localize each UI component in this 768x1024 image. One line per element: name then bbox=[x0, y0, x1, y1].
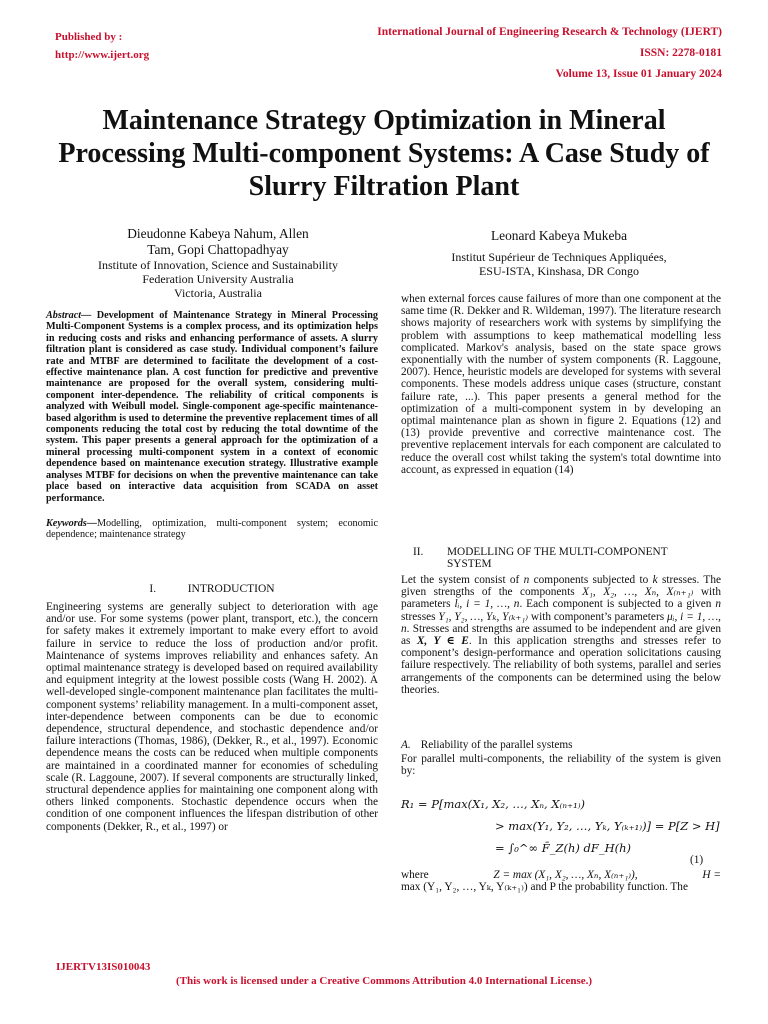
text-run: components subjected to bbox=[529, 574, 653, 586]
where-z-definition: Z = max (X₁, X₂, …, Xₙ, X₍ₙ₊₁₎), bbox=[493, 869, 638, 881]
paper-id: IJERTV13IS010043 bbox=[56, 961, 151, 973]
parallel-systems-text: For parallel multi-components, the reliability of the system is given by: bbox=[401, 753, 721, 778]
where-h-label: H = bbox=[702, 869, 721, 881]
published-by-label: Published by : bbox=[55, 31, 123, 43]
affiliation-left-1: Institute of Innovation, Science and Sustainability bbox=[98, 258, 338, 272]
abstract-paragraph bbox=[46, 310, 378, 504]
journal-issn: ISSN: 2278-0181 bbox=[639, 47, 722, 59]
journal-name: International Journal of Engineering Research & Technology (IJERT) bbox=[377, 26, 722, 38]
section-heading-modelling bbox=[401, 546, 721, 570]
authors-left-block bbox=[48, 226, 388, 300]
where-continued: max (Y₁, Y₂, …, Yₖ, Y₍ₖ₊₁₎) and P the probability function. The bbox=[401, 881, 688, 894]
text-run: . In this application strengths and stresses refer to component’s design-performance and operation solicitations causing failure respectively. The reliability of both systems, parallel and series arrangements of the components can be determined using the below theories. bbox=[401, 635, 721, 696]
section-number: II. bbox=[413, 546, 424, 558]
introduction-text: Engineering systems are generally subject to deterioration with age and/or use. For some systems (power plant, transport, etc.), the concern for safety makes it extremely important to make every effort to avoid failure in service to reduce the loss of production and/or profit. Maintenance of systems improves reliability and enhances safety. An optimal maintenance strategy is developed based on required availability and equipment integrity at the lowest possible costs (Wang H. 2002). A well-developed single-component maintenance plan facilitates the multi-component systems’ reliability management. In a multi-component asset, inter-dependence between components can be due to economic dependence, structural dependence, and stochastic dependence and/or failure interactions (Thomas, 1986), (Dekker, R., et al., 1997). Economic dependence means the costs can be reduced when multiple components are maintained in a coordinated manner for economies of scheduling scale (R. Laggoune, 2007). If several components are structurally linked, structural dependence applies for maintaining one component along with others linked components. Stochastic dependence occurs when the condition of one component influences the lifespan distribution of other components (Dekker, R., et al., 1997) or bbox=[46, 601, 378, 833]
authors-right-block bbox=[394, 226, 724, 278]
where-label: where bbox=[401, 869, 429, 881]
keywords-label: Keywords— bbox=[46, 518, 97, 529]
math-run: n bbox=[715, 598, 721, 611]
equation-line-3: = ∫₀^∞ F̄_Z(h) dF_H(h) bbox=[495, 841, 632, 855]
equation-1 bbox=[401, 793, 721, 859]
introduction-continued-text: when external forces cause failures of more than one component at the same time (R. Dekker and R. Wildeman, 1997). The literature research shows majority of researchers work with systems by simplifying the problem with assumptions to keep mathematical modelling less complicated. Markov's analysis, based on the state space grows exponentially with the number of system components (R. Laggoune, 2007). Hence, heuristic models are developed for systems with several components. These models address unique cases (structure, constant failure rate, ...). This paper presents a general method for the optimization of a multi-component system in by developing an optimal maintenance plan as shown in figure 2. Equations (12) and (13) provide preventive and corrective maintenance cost. The preventive replacement intervals for each component are calculated to reduce the overall cost whilst taking the system's total downtime into account, as expressed in equation (14) bbox=[401, 293, 721, 476]
license-note: (This work is licensed under a Creative Commons Attribution 4.0 International License.) bbox=[175, 975, 593, 987]
math-run: k bbox=[652, 574, 658, 586]
affiliation-left-2: Federation University Australia bbox=[142, 272, 294, 286]
subsection-heading-parallel bbox=[401, 739, 721, 751]
journal-volume: Volume 13, Issue 01 January 2024 bbox=[555, 68, 722, 80]
subsection-label: A. bbox=[401, 739, 411, 751]
affiliation-right-1: Institut Supérieur de Techniques Appliquées, bbox=[451, 250, 667, 264]
text-run: stresses. The given strengths of the components bbox=[401, 574, 721, 599]
equation-number: (1) bbox=[690, 854, 704, 866]
abstract-label: Abstract— bbox=[46, 310, 92, 321]
math-run: n bbox=[523, 574, 530, 586]
math-run: μᵢ, i = 1, …, n bbox=[401, 610, 721, 635]
math-run: X, Y ∈ E bbox=[416, 635, 469, 648]
text-run: . Stresses and strengths are assumed to be independent and are given as bbox=[401, 622, 721, 648]
math-run: X₁, X₂, …, Xₙ, X₍ₙ₊₁₎ bbox=[582, 586, 694, 599]
where-paragraph bbox=[401, 869, 721, 893]
keywords-text: Modelling, optimization, multi-component system; economic dependence; maintenance strategy bbox=[46, 518, 378, 541]
abstract-text: Development of Maintenance Strategy in Mineral Processing Multi-Component Systems is a complex process, and its optimization helps in reducing costs and risks and enhancing performance of assets. A slurry filtration plant is considered as case study. Individual component’s failure rate and MTBF are determined to facilitate the development of a cost-effective maintenance plan. A cost function for predictive and preventive maintenance are proposed for the overall system, considering multi-component inter-dependence. The reliability of critical components is analyzed with Weibull model. Single-component age-specific maintenance-based algorithm is used to determine the preventive replacement times of all components reducing the total cost by reducing the total downtime of the system. This paper presents a general approach for the optimization of a mineral processing multi-component system in a context of economic dependence based on maintenance execution strategy. Illustrative example analyses MTBF for decisions on when the preventive maintenance can take place based on interactive data acquisition from SCADA on asset performance. bbox=[46, 310, 378, 504]
equation-line-1: R₁ = P[max(X₁, X₂, …, Xₙ, X₍ₙ₊₁₎) bbox=[401, 797, 586, 811]
text-run: stresses bbox=[401, 610, 439, 623]
paper-title: Maintenance Strategy Optimization in Mineral Processing Multi-component Systems: A Case Study of Slurry Filtration Plant bbox=[58, 105, 710, 202]
text-run: Let the system consist of bbox=[401, 574, 524, 586]
text-run: with parameters bbox=[401, 586, 721, 611]
author-names-left: Dieudonne Kabeya Nahum, Allen Tam, Gopi Chattopadhyay bbox=[127, 226, 309, 257]
modelling-paragraph bbox=[401, 574, 721, 696]
section-title-line-2: SYSTEM bbox=[447, 558, 492, 570]
text-run: . Each component is subjected to a given bbox=[519, 598, 716, 611]
affiliation-left-3: Victoria, Australia bbox=[174, 286, 262, 300]
publisher-url-link[interactable]: http://www.ijert.org bbox=[55, 49, 150, 61]
math-run: Y₁, Y₂, …, Yₖ, Y₍ₖ₊₁₎ bbox=[438, 610, 529, 623]
section-title-line-1: MODELLING OF THE MULTI-COMPONENT bbox=[447, 546, 668, 558]
publisher-block bbox=[55, 28, 149, 64]
journal-info-block bbox=[377, 22, 722, 85]
math-run: lᵢ, i = 1, …, n bbox=[454, 598, 520, 611]
equation-line-2: > max(Y₁, Y₂, …, Yₖ, Y₍ₖ₊₁₎)] = P[Z > H] bbox=[495, 819, 720, 833]
author-names-right: Leonard Kabeya Mukeba bbox=[490, 228, 628, 243]
keywords-paragraph bbox=[46, 518, 378, 541]
text-run: with component’s parameters bbox=[528, 610, 667, 623]
affiliation-right-2: ESU-ISTA, Kinshasa, DR Congo bbox=[478, 264, 640, 278]
section-heading-introduction: I. INTRODUCTION bbox=[149, 583, 275, 595]
subsection-title: Reliability of the parallel systems bbox=[420, 739, 573, 751]
